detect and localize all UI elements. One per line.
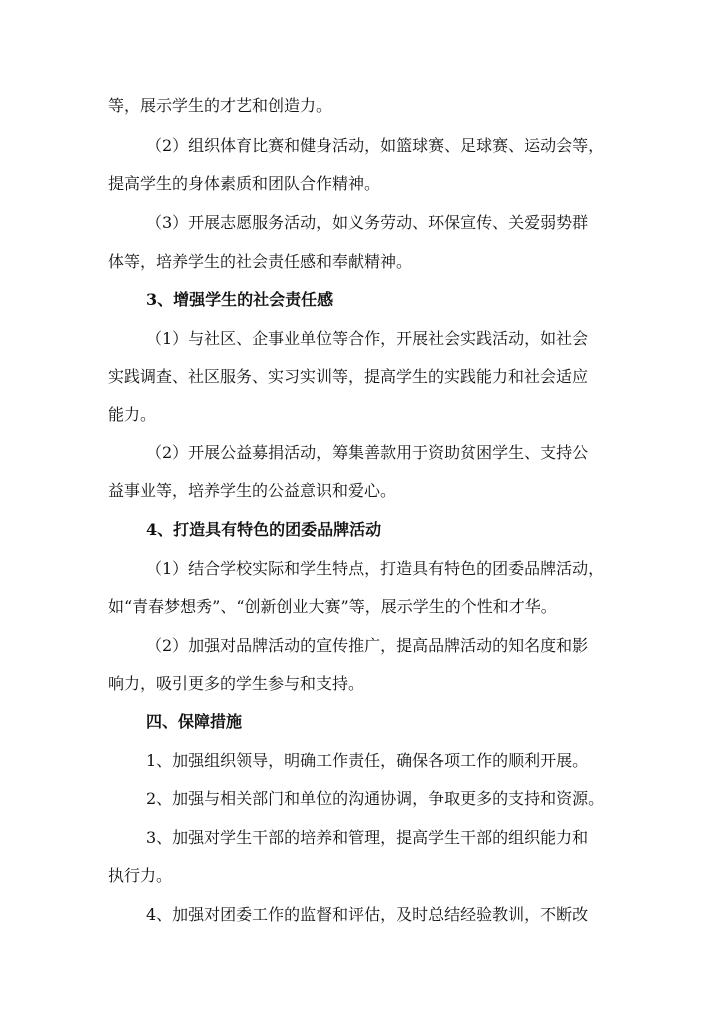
section-heading: 3、增强学生的社会责任感 <box>146 290 334 309</box>
paragraph-line: 实践调查、社区服务、实习实训等，提高学生的实践能力和社会适应 <box>108 367 589 386</box>
paragraph-line: 能力。 <box>108 405 157 424</box>
section-heading: 4、打造具有特色的团委品牌活动 <box>146 520 382 539</box>
paragraph-line: 1、加强组织领导，明确工作责任，确保各项工作的顺利开展。 <box>146 751 589 770</box>
paragraph-line: 2、加强与相关部门和单位的沟通协调，争取更多的支持和资源。 <box>146 789 605 808</box>
paragraph-line: （1）与社区、企事业单位等合作，开展社会实践活动，如社会 <box>146 329 589 348</box>
paragraph-line: （3）开展志愿服务活动，如义务劳动、环保宣传、关爱弱势群 <box>146 213 589 232</box>
paragraph-line: （2）开展公益募捐活动，筹集善款用于资助贫困学生、支持公 <box>146 443 589 462</box>
paragraph-line: 等，展示学生的才艺和创造力。 <box>108 96 333 115</box>
paragraph-line: 提高学生的身体素质和团队合作精神。 <box>108 174 381 193</box>
paragraph-line: （2）组织体育比赛和健身活动，如篮球赛、足球赛、运动会等， <box>146 136 605 155</box>
paragraph-line: 响力，吸引更多的学生参与和支持。 <box>108 674 365 693</box>
paragraph-line: （1）结合学校实际和学生特点，打造具有特色的团委品牌活动， <box>146 559 605 578</box>
paragraph-line: 如“青春梦想秀”、“创新创业大赛”等，展示学生的个性和才华。 <box>108 597 557 616</box>
section-heading: 四、保障措施 <box>146 712 243 731</box>
paragraph-line: 3、加强对学生干部的培养和管理，提高学生干部的组织能力和 <box>146 828 589 847</box>
paragraph-line: （2）加强对品牌活动的宣传推广，提高品牌活动的知名度和影 <box>146 636 589 655</box>
paragraph-line: 执行力。 <box>108 866 173 885</box>
paragraph-line: 4、加强对团委工作的监督和评估，及时总结经验教训，不断改 <box>146 905 589 924</box>
paragraph-line: 体等，培养学生的社会责任感和奉献精神。 <box>108 252 413 271</box>
paragraph-line: 益事业等，培养学生的公益意识和爱心。 <box>108 481 397 500</box>
